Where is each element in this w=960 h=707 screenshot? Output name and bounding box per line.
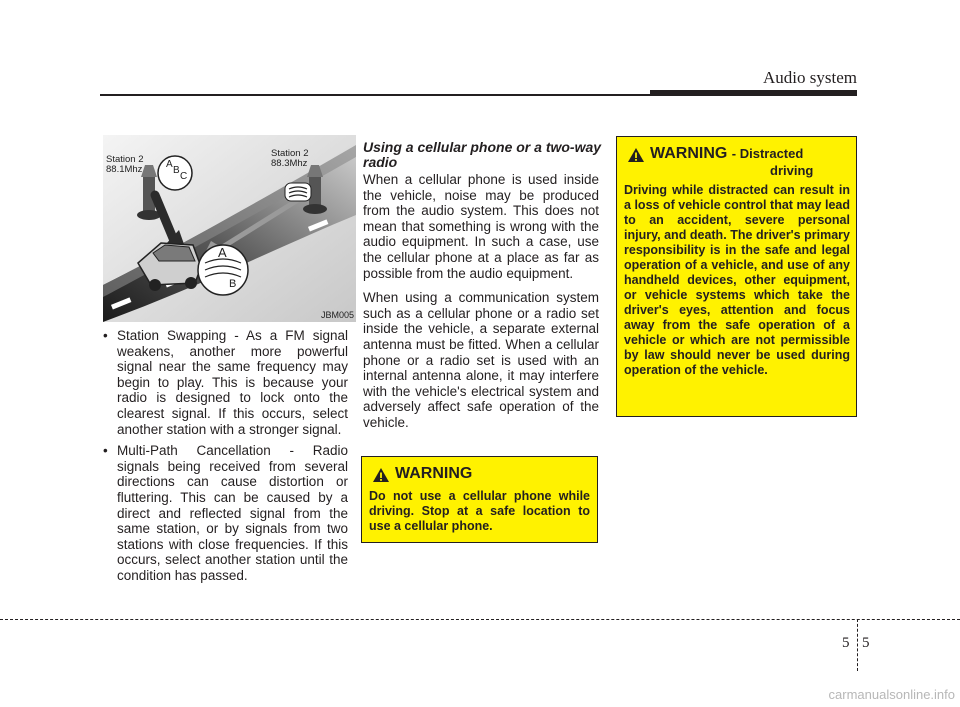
header-rule	[100, 94, 652, 96]
warning-box-distracted-driving	[616, 136, 857, 417]
warning-box-cellular	[361, 456, 598, 543]
bubble-letter-a2: A	[218, 245, 227, 260]
cellular-phone-text	[363, 172, 599, 440]
warning-subtitle-line2: driving	[770, 163, 814, 178]
warning-triangle-icon	[372, 467, 390, 483]
footer-rule	[0, 619, 960, 620]
figure-code: JBM005	[320, 310, 354, 320]
bubble-letter-b2: B	[229, 278, 237, 290]
warning-triangle-icon	[627, 147, 645, 163]
page-number: 5	[862, 635, 870, 651]
warning-subtitle: - Distracted	[731, 146, 804, 161]
freq-right-label: 88.3Mhz	[271, 158, 308, 169]
warning-title: WARNING	[395, 465, 473, 482]
header-rule-accent	[650, 90, 857, 96]
radio-signal-illustration	[103, 135, 356, 322]
bubble-letter-a1: A	[166, 159, 173, 170]
paragraph: When using a communication system such as a cellular phone or a radio set inside the vehicle, a separate external antenna must be fitted. When a cellular phone or a radio set is used with an internal antenna alone, it may interfere with the vehicle's electrical system and adversely affect safe operation of the vehicle.	[363, 290, 599, 430]
station-right-label: Station 2	[271, 148, 309, 159]
bubble-letter-b1: B	[173, 165, 180, 176]
paragraph: When a cellular phone is used inside the vehicle, noise may be produced from the audio system. This does not mean that something is wrong with the audio equipment. In such a case, use the cellular phone at a place as far as possible from the audio equipment.	[363, 172, 599, 281]
warning-title: WARNING	[650, 145, 728, 162]
warning-text: Do not use a cellular phone while driving. Stop at a safe location to use a cellular phone.	[369, 489, 590, 533]
warning-header	[369, 465, 590, 489]
bubble-letter-c1: C	[180, 171, 188, 182]
warning-header	[624, 145, 850, 183]
radio-reception-bullets	[103, 328, 348, 590]
section-title: Audio system	[763, 68, 857, 87]
chapter-number: 5	[842, 635, 850, 651]
section-heading: Using a cellular phone or a two-way radio	[363, 139, 602, 170]
warning-text: Driving while distracted can result in a loss of vehicle control that may lead to an accident, severe personal injury, and death. The driver's primary responsibility is in the safe and legal operation of a vehicle, and use of any handheld devices, other equipment, or vehicle systems which take the driver's eyes, attention and focus away from the safe operation of a vehicle or which are not permissible by law should never be used during operation of the vehicle.	[624, 183, 850, 377]
freq-left-label: 88.1Mhz	[106, 164, 143, 175]
footer-page-divider	[857, 619, 858, 671]
list-item: • Station Swapping - As a FM signal weakens, another more powerful signal near the same frequency may begin to play. This is because your radio is designed to lock onto the clearest signal. If this occurs, select another station with a stronger signal.	[103, 328, 348, 437]
signal-wave-bubble	[285, 183, 311, 201]
station-left-label: Station 2	[106, 154, 144, 165]
list-item: • Multi-Path Cancellation - Radio signals being received from several directions can cause distortion or fluttering. This can be caused by a direct and reflected signal from the same station, or by signals from two stations with close frequencies. If this occurs, select another station until the condition has passed.	[103, 443, 348, 583]
watermark-text: carmanualsonline.info	[828, 687, 955, 702]
